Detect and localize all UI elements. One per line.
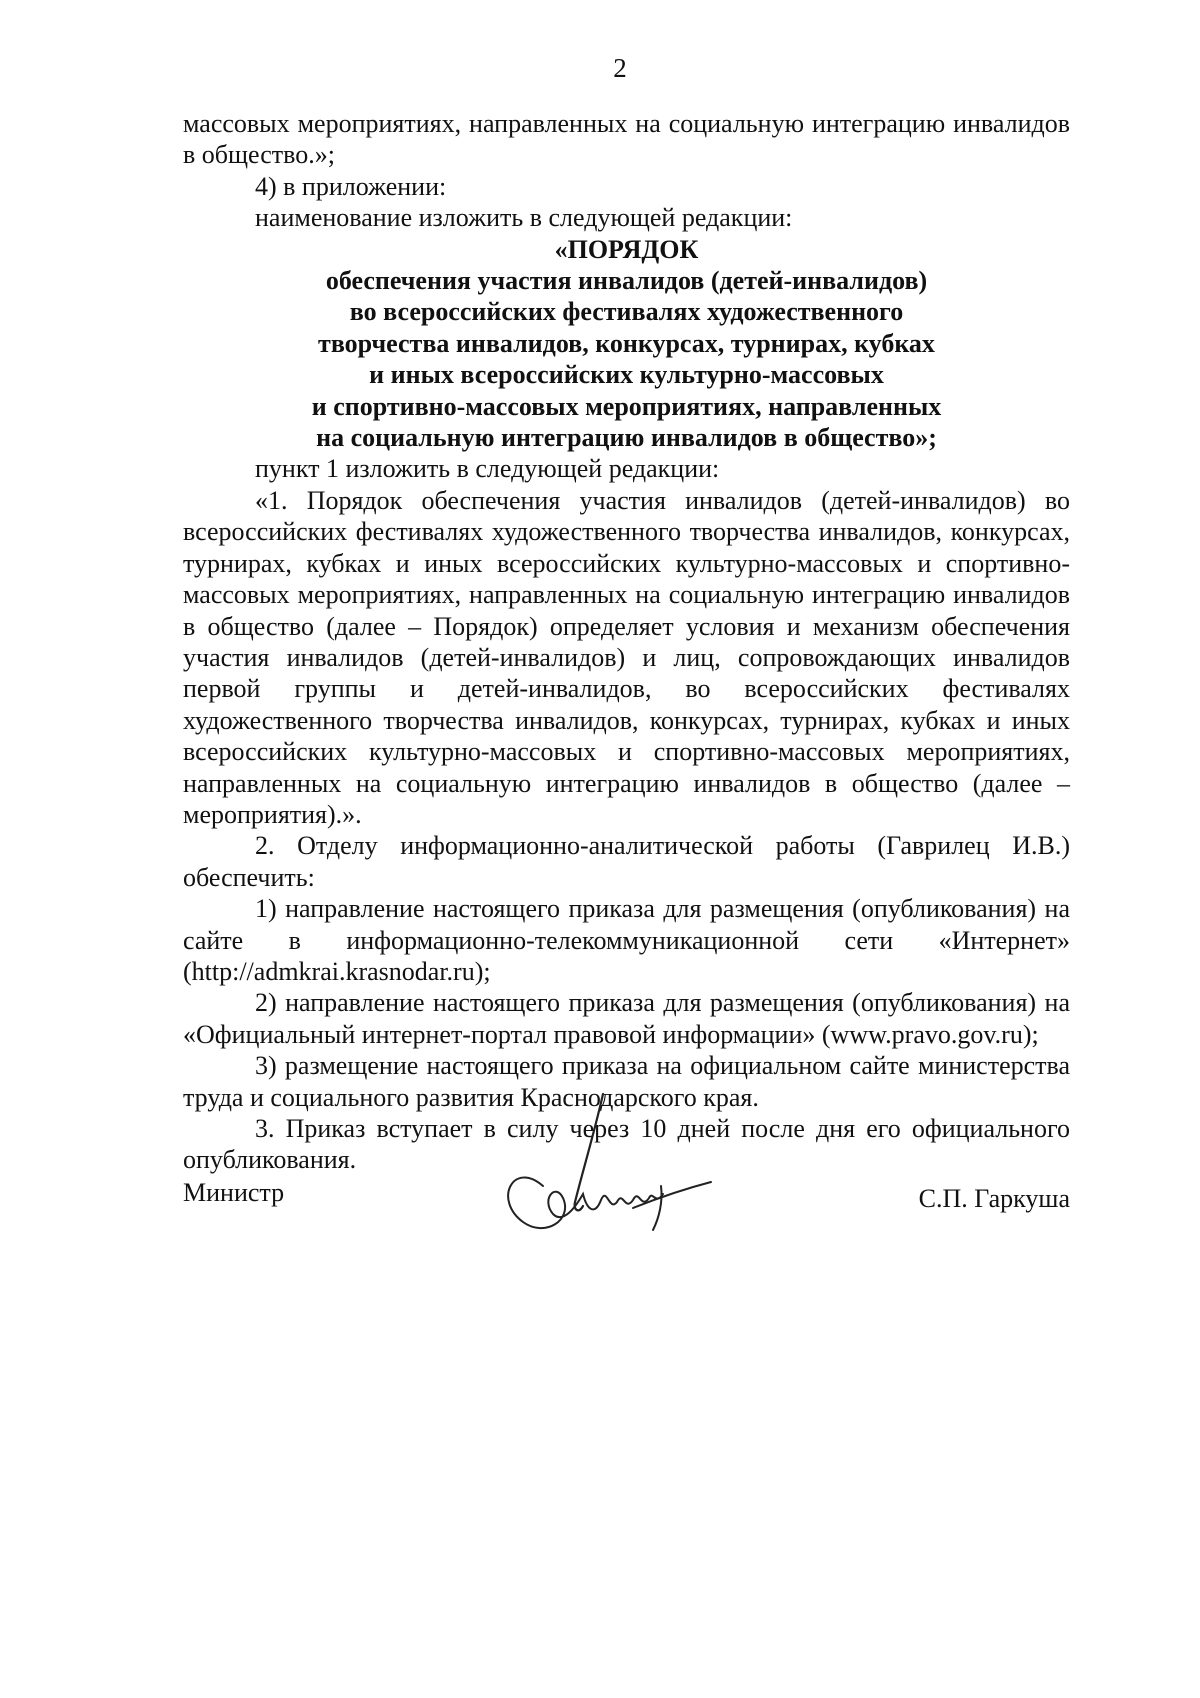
title-line: и спортивно-массовых мероприятиях, направленных — [311, 391, 942, 421]
paragraph-continuation: массовых мероприятиях, направленных на социальную интеграцию инвалидов в общество.»; — [183, 109, 1070, 170]
procedure-title — [183, 234, 1070, 454]
paragraph-publish-portal: 2) направление настоящего приказа для размещения (опубликования) на «Официальный интернет-портал правовой информации» (www.pravo.gov.ru); — [183, 988, 1070, 1049]
title-line: во всероссийских фестивалях художественного — [349, 297, 904, 327]
title-line: «ПОРЯДОК — [554, 234, 699, 264]
paragraph-item-one-text: «1. Порядок обеспечения участия инвалидов (детей-инвалидов) во всероссийских фестивалях художественного творчества инвалидов, конкурсах, турнирах, кубках и иных всероссийских культурно-массовых и спортивно-массовых мероприятиях, направленных на социальную интеграцию инвалидов в общество (далее – Порядок) определяет условия и механизм обеспечения участия инвалидов (детей-инвалидов) и лиц, сопровождающих инвалидов первой группы и детей-инвалидов, во всероссийских фестивалях художественного творчества инвалидов, конкурсах, турнирах, кубках и иных всероссийских культурно-массовых и спортивно-массовых мероприятиях, направленных на социальную интеграцию инвалидов в общество (далее – мероприятия).». — [183, 485, 1070, 829]
title-line: творчества инвалидов, конкурсах, турнирах, кубках — [318, 328, 935, 358]
paragraph-publish-site-url: (http://admkrai.krasnodar.ru); — [183, 956, 491, 986]
title-line: обеспечения участия инвалидов (детей-инвалидов) — [325, 266, 928, 296]
title-line: на социальную интеграцию инвалидов в общество»; — [316, 423, 937, 453]
document-body — [183, 108, 1070, 1176]
signatory-name: С.П. Гаркуша — [918, 1184, 1070, 1213]
signature-block — [183, 1170, 1070, 1280]
paragraph-item-one-intro: пункт 1 изложить в следующей редакции: — [255, 454, 720, 484]
signatory-position: Министр — [183, 1178, 285, 1207]
handwritten-signature — [483, 1090, 713, 1240]
paragraph-publish-site: 1) направление настоящего приказа для размещения (опубликования) на сайте в информационно-телекоммуникационной сети «Интернет» — [183, 894, 1070, 955]
title-line: и иных всероссийских культурно-массовых — [369, 360, 884, 390]
paragraph-department-order: 2. Отделу информационно-аналитической работы (Гаврилец И.В.) обеспечить: — [183, 831, 1070, 892]
paragraph-name-change: наименование изложить в следующей редакции: — [255, 203, 793, 233]
paragraph-appendix-item: 4) в приложении: — [255, 171, 447, 201]
paragraph-publish-ministry: 3) размещение настоящего приказа на официальном сайте министерства труда и социального развития Краснодарского края. — [183, 1051, 1070, 1112]
paragraph-effective-date: 3. Приказ вступает в силу через 10 дней после дня его официального опубликования. — [183, 1114, 1070, 1175]
page-number: 2 — [613, 53, 627, 83]
